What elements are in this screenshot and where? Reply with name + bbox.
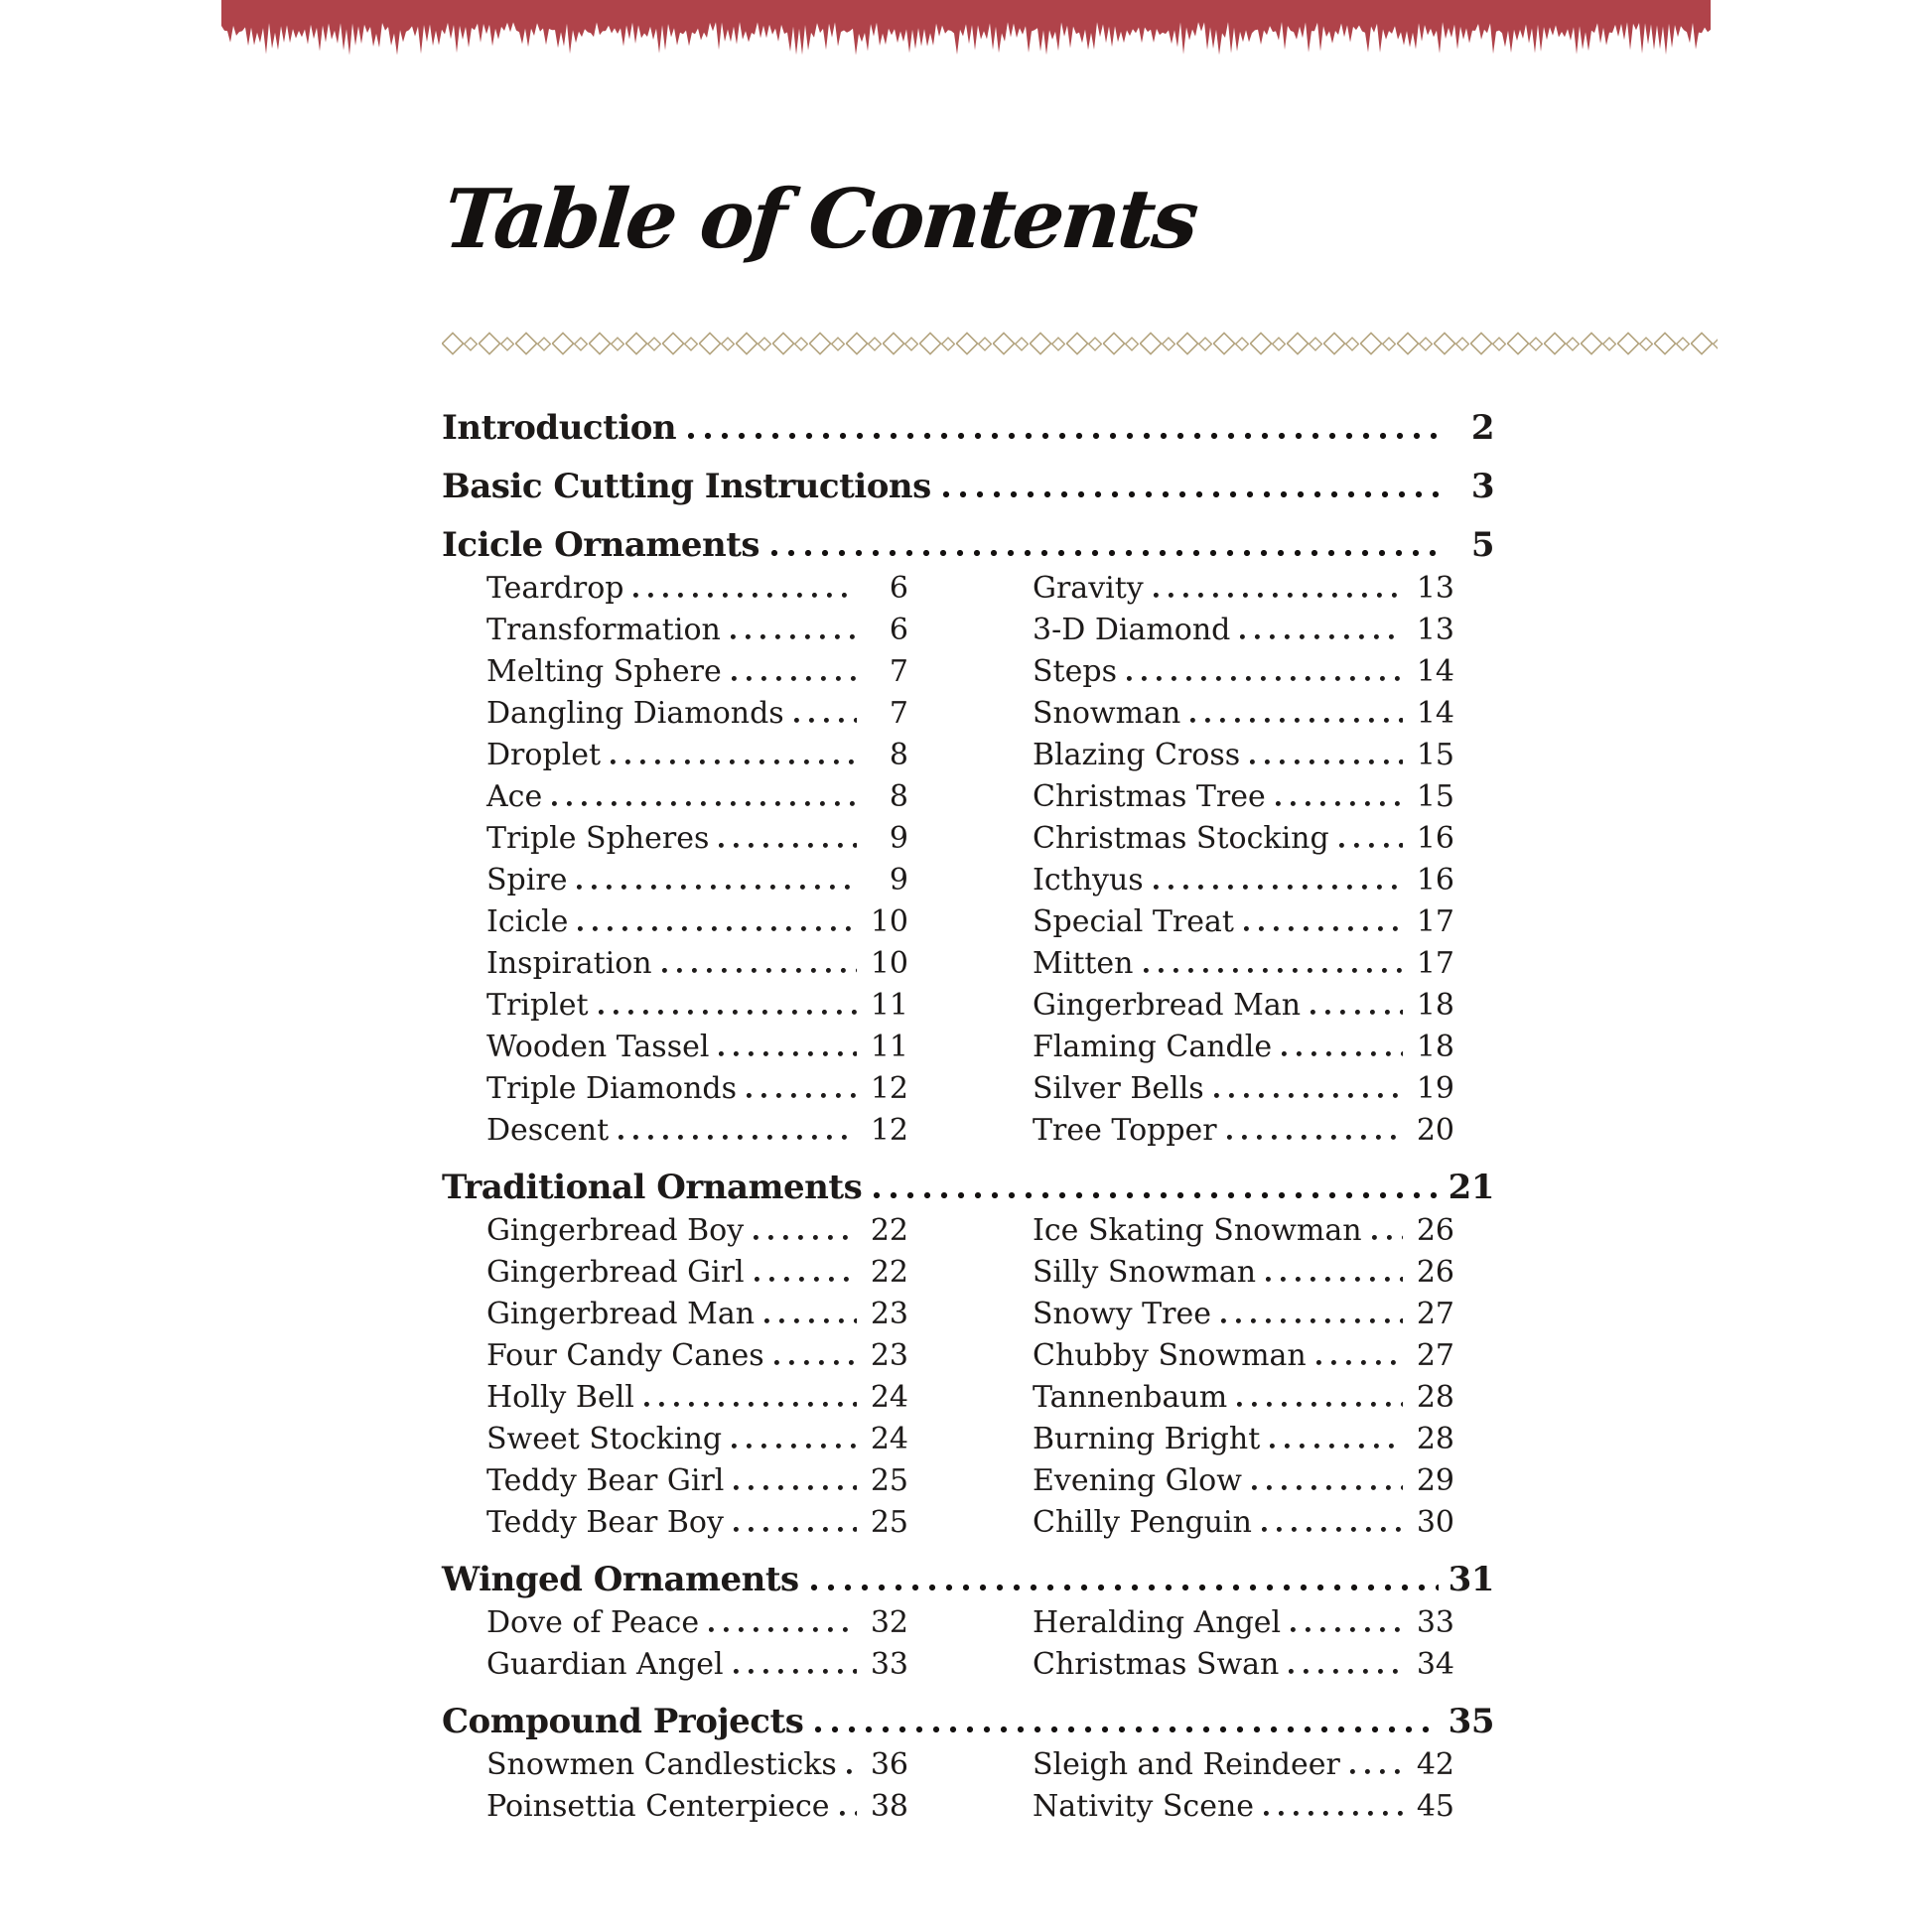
- toc-column: [1033, 1747, 1454, 1831]
- entry-page-number: 14: [1416, 696, 1454, 731]
- section-title: Introduction: [442, 408, 677, 448]
- toc-entry: [1033, 738, 1454, 779]
- dot-leader: [709, 1627, 857, 1632]
- entry-page-number: 38: [870, 1789, 908, 1824]
- toc-entry: [486, 1605, 908, 1647]
- entry-page-number: 28: [1416, 1422, 1454, 1456]
- dot-leader: [599, 1010, 857, 1015]
- entry-page-number: 9: [889, 863, 908, 897]
- dot-leader: [1266, 1277, 1403, 1282]
- entry-title: Gingerbread Girl: [486, 1255, 745, 1290]
- section-page-number: 3: [1470, 467, 1494, 506]
- entry-page-number: 32: [870, 1605, 908, 1640]
- dot-leader: [1240, 634, 1403, 639]
- entry-title: Flaming Candle: [1033, 1030, 1273, 1064]
- entry-title: Inspiration: [486, 946, 652, 981]
- toc-section: [442, 1702, 1494, 1831]
- dot-leader: [754, 1235, 857, 1240]
- entry-title: Tannenbaum: [1033, 1380, 1228, 1415]
- toc-columns: [486, 1213, 1494, 1547]
- toc-entry: [486, 1297, 908, 1338]
- toc-entry: [486, 1338, 908, 1380]
- entry-page-number: 45: [1416, 1789, 1454, 1824]
- dot-leader: [1190, 718, 1403, 723]
- entry-page-number: 24: [870, 1422, 908, 1456]
- distressed-red-banner: [221, 0, 1711, 58]
- table-of-contents: [442, 395, 1494, 1831]
- entry-page-number: 42: [1416, 1747, 1454, 1782]
- dot-leader: [1144, 968, 1404, 973]
- dot-leader: [1276, 801, 1403, 806]
- section-title: Compound Projects: [442, 1702, 804, 1741]
- toc-section: [442, 1560, 1494, 1689]
- entry-title: Holly Bell: [486, 1380, 634, 1415]
- page-title: Table of Contents: [440, 172, 1200, 267]
- entry-page-number: 17: [1416, 904, 1454, 939]
- dot-leader: [578, 926, 857, 931]
- entry-page-number: 25: [870, 1463, 908, 1498]
- toc-entry: [1033, 1380, 1454, 1422]
- entry-title: Christmas Stocking: [1033, 821, 1329, 856]
- entry-title: Icicle: [486, 904, 569, 939]
- entry-title: Sleigh and Reindeer: [1033, 1747, 1340, 1782]
- dot-leader: [943, 491, 1441, 497]
- dot-leader: [747, 1093, 857, 1098]
- entry-page-number: 10: [870, 946, 908, 981]
- toc-column: [486, 1213, 908, 1547]
- entry-title: Evening Glow: [1033, 1463, 1242, 1498]
- toc-columns: [486, 571, 1494, 1155]
- toc-entry: [486, 1747, 908, 1789]
- entry-title: Silly Snowman: [1033, 1255, 1257, 1290]
- toc-entry: [1033, 1505, 1454, 1547]
- entry-title: Descent: [486, 1113, 610, 1148]
- toc-entry: [486, 696, 908, 738]
- entry-title: Transformation: [486, 613, 721, 647]
- toc-section: [442, 525, 1494, 1155]
- entry-title: Blazing Cross: [1033, 738, 1241, 772]
- dot-leader: [794, 718, 857, 723]
- section-page-number: 35: [1448, 1702, 1494, 1741]
- entry-title: Heralding Angel: [1033, 1605, 1282, 1640]
- toc-columns: [486, 1605, 1494, 1689]
- entry-title: Spire: [486, 863, 568, 897]
- entry-page-number: 22: [870, 1213, 908, 1248]
- entry-page-number: 33: [870, 1647, 908, 1682]
- entry-page-number: 15: [1416, 779, 1454, 814]
- toc-section-heading: [442, 1702, 1494, 1747]
- toc-entry: [486, 613, 908, 654]
- dot-leader: [1282, 1051, 1403, 1056]
- toc-column: [1033, 1605, 1454, 1689]
- toc-entry: [1033, 1113, 1454, 1155]
- entry-title: Dangling Diamonds: [486, 696, 784, 731]
- dot-leader: [847, 1769, 857, 1774]
- entry-page-number: 29: [1416, 1463, 1454, 1498]
- toc-entry: [486, 1213, 908, 1255]
- entry-page-number: 8: [889, 779, 908, 814]
- dot-leader: [1227, 1135, 1403, 1140]
- toc-entry: [486, 1255, 908, 1297]
- dot-leader: [731, 634, 857, 639]
- entry-page-number: 13: [1416, 571, 1454, 606]
- dot-leader: [755, 1277, 857, 1282]
- entry-title: Tree Topper: [1033, 1113, 1217, 1148]
- toc-column: [1033, 571, 1454, 1155]
- toc-entry: [1033, 946, 1454, 988]
- dot-leader: [1264, 1811, 1403, 1816]
- dot-leader: [611, 759, 857, 764]
- dot-leader: [811, 1585, 1439, 1590]
- entry-title: Steps: [1033, 654, 1117, 689]
- entry-title: Gingerbread Boy: [486, 1213, 745, 1248]
- entry-page-number: 14: [1416, 654, 1454, 689]
- dot-leader: [732, 1444, 857, 1449]
- entry-page-number: 17: [1416, 946, 1454, 981]
- entry-title: Chubby Snowman: [1033, 1338, 1307, 1373]
- toc-entry: [1033, 654, 1454, 696]
- toc-entry: [486, 821, 908, 863]
- dot-leader: [1127, 676, 1403, 681]
- entry-title: Chilly Penguin: [1033, 1505, 1252, 1540]
- toc-section: [442, 467, 1494, 512]
- toc-entry: [1033, 904, 1454, 946]
- entry-title: Guardian Angel: [486, 1647, 724, 1682]
- entry-page-number: 23: [870, 1297, 908, 1331]
- entry-page-number: 34: [1416, 1647, 1454, 1682]
- section-title: Winged Ornaments: [442, 1560, 799, 1599]
- toc-entry: [1033, 821, 1454, 863]
- entry-page-number: 11: [870, 1030, 908, 1064]
- entry-title: Teddy Bear Girl: [486, 1463, 725, 1498]
- dot-leader: [577, 885, 857, 890]
- dot-leader: [1154, 593, 1403, 598]
- dot-leader: [662, 968, 857, 973]
- entry-title: Gingerbread Man: [486, 1297, 756, 1331]
- entry-page-number: 8: [889, 738, 908, 772]
- entry-title: Snowman: [1033, 696, 1181, 731]
- entry-page-number: 20: [1416, 1113, 1454, 1148]
- toc-section-heading: [442, 467, 1494, 512]
- toc-column: [486, 571, 908, 1155]
- toc-entry: [486, 988, 908, 1030]
- section-page-number: 2: [1470, 408, 1494, 448]
- entry-title: Christmas Tree: [1033, 779, 1266, 814]
- entry-title: Silver Bells: [1033, 1071, 1204, 1106]
- toc-entry: [486, 1113, 908, 1155]
- toc-entry: [486, 1380, 908, 1422]
- toc-entry: [486, 1789, 908, 1831]
- dot-leader: [874, 1192, 1438, 1198]
- entry-title: Triple Diamonds: [486, 1071, 737, 1106]
- entry-title: Triple Spheres: [486, 821, 710, 856]
- toc-section-heading: [442, 1560, 1494, 1605]
- toc-entry: [1033, 1071, 1454, 1113]
- entry-page-number: 7: [889, 654, 908, 689]
- dot-leader: [1262, 1527, 1403, 1532]
- dot-leader: [815, 1726, 1438, 1732]
- entry-title: Special Treat: [1033, 904, 1234, 939]
- entry-title: Ice Skating Snowman: [1033, 1213, 1362, 1248]
- entry-page-number: 19: [1416, 1071, 1454, 1106]
- dot-leader: [1221, 1318, 1403, 1323]
- toc-columns: [486, 1747, 1494, 1831]
- dot-leader: [1311, 1010, 1403, 1015]
- entry-page-number: 28: [1416, 1380, 1454, 1415]
- dot-leader: [688, 433, 1441, 439]
- toc-section: [442, 408, 1494, 454]
- entry-page-number: 6: [889, 571, 908, 606]
- entry-title: Sweet Stocking: [486, 1422, 723, 1456]
- section-page-number: 21: [1448, 1168, 1494, 1207]
- entry-page-number: 27: [1416, 1338, 1454, 1373]
- entry-page-number: 30: [1416, 1505, 1454, 1540]
- toc-section-heading: [442, 408, 1494, 454]
- entry-page-number: 18: [1416, 988, 1454, 1023]
- toc-entry: [1033, 1789, 1454, 1831]
- dot-leader: [1154, 885, 1403, 890]
- dot-leader: [1339, 843, 1403, 848]
- entry-page-number: 24: [870, 1380, 908, 1415]
- dot-leader: [732, 676, 857, 681]
- toc-entry: [1033, 1255, 1454, 1297]
- entry-page-number: 10: [870, 904, 908, 939]
- entry-page-number: 13: [1416, 613, 1454, 647]
- entry-page-number: 12: [870, 1113, 908, 1148]
- dot-leader: [719, 1051, 857, 1056]
- dot-leader: [1252, 1485, 1403, 1490]
- entry-page-number: 11: [870, 988, 908, 1023]
- entry-title: Christmas Swan: [1033, 1647, 1280, 1682]
- entry-title: Four Candy Canes: [486, 1338, 764, 1373]
- toc-entry: [1033, 1747, 1454, 1789]
- toc-entry: [1033, 1647, 1454, 1689]
- toc-section: [442, 1168, 1494, 1547]
- toc-entry: [486, 863, 908, 904]
- entry-title: Mitten: [1033, 946, 1134, 981]
- toc-entry: [1033, 571, 1454, 613]
- toc-entry: [1033, 1338, 1454, 1380]
- dot-leader: [734, 1527, 857, 1532]
- dot-leader: [644, 1402, 857, 1407]
- diamond-chain-divider: [442, 332, 1718, 355]
- dot-leader: [1250, 759, 1403, 764]
- dot-leader: [1289, 1669, 1403, 1674]
- entry-page-number: 15: [1416, 738, 1454, 772]
- toc-entry: [486, 738, 908, 779]
- toc-entry: [1033, 1213, 1454, 1255]
- entry-title: 3-D Diamond: [1033, 613, 1231, 647]
- toc-entry: [486, 779, 908, 821]
- entry-title: Ace: [486, 779, 543, 814]
- toc-column: [486, 1747, 908, 1831]
- toc-entry: [486, 1463, 908, 1505]
- toc-section-heading: [442, 525, 1494, 571]
- dot-leader: [719, 843, 857, 848]
- entry-title: Droplet: [486, 738, 602, 772]
- dot-leader: [771, 550, 1441, 556]
- toc-entry: [486, 1030, 908, 1071]
- dot-leader: [764, 1318, 857, 1323]
- toc-entry: [1033, 863, 1454, 904]
- entry-page-number: 16: [1416, 821, 1454, 856]
- entry-page-number: 23: [870, 1338, 908, 1373]
- entry-page-number: 16: [1416, 863, 1454, 897]
- dot-leader: [619, 1135, 857, 1140]
- dot-leader: [1270, 1444, 1403, 1449]
- toc-entry: [1033, 696, 1454, 738]
- dot-leader: [1237, 1402, 1403, 1407]
- dot-leader: [1350, 1769, 1403, 1774]
- toc-entry: [1033, 1030, 1454, 1071]
- toc-entry: [1033, 1297, 1454, 1338]
- toc-entry: [1033, 988, 1454, 1030]
- toc-column: [486, 1605, 908, 1689]
- toc-entry: [486, 1422, 908, 1463]
- toc-entry: [1033, 1605, 1454, 1647]
- entry-page-number: 36: [870, 1747, 908, 1782]
- entry-title: Wooden Tassel: [486, 1030, 710, 1064]
- toc-entry: [1033, 1422, 1454, 1463]
- entry-title: Burning Bright: [1033, 1422, 1261, 1456]
- dot-leader: [1214, 1093, 1403, 1098]
- entry-title: Triplet: [486, 988, 589, 1023]
- dot-leader: [1244, 926, 1403, 931]
- toc-entry: [1033, 613, 1454, 654]
- toc-entry: [486, 946, 908, 988]
- dot-leader: [552, 801, 857, 806]
- entry-title: Snowy Tree: [1033, 1297, 1211, 1331]
- dot-leader: [1291, 1627, 1403, 1632]
- dot-leader: [774, 1360, 857, 1365]
- dot-leader: [1316, 1360, 1403, 1365]
- section-page-number: 31: [1448, 1560, 1494, 1599]
- entry-title: Dove of Peace: [486, 1605, 700, 1640]
- toc-column: [1033, 1213, 1454, 1547]
- toc-section-heading: [442, 1168, 1494, 1213]
- entry-title: Melting Sphere: [486, 654, 722, 689]
- toc-entry: [486, 1071, 908, 1113]
- entry-page-number: 26: [1416, 1213, 1454, 1248]
- entry-title: Nativity Scene: [1033, 1789, 1255, 1824]
- section-title: Traditional Ornaments: [442, 1168, 863, 1207]
- entry-title: Gingerbread Man: [1033, 988, 1302, 1023]
- dot-leader: [840, 1811, 857, 1816]
- entry-title: Icthyus: [1033, 863, 1144, 897]
- toc-entry: [486, 1505, 908, 1547]
- toc-entry: [1033, 1463, 1454, 1505]
- entry-page-number: 25: [870, 1505, 908, 1540]
- dot-leader: [1372, 1235, 1403, 1240]
- entry-page-number: 6: [889, 613, 908, 647]
- entry-title: Teddy Bear Boy: [486, 1505, 724, 1540]
- entry-page-number: 12: [870, 1071, 908, 1106]
- dot-leader: [633, 593, 857, 598]
- entry-page-number: 18: [1416, 1030, 1454, 1064]
- section-title: Icicle Ornaments: [442, 525, 760, 565]
- entry-page-number: 27: [1416, 1297, 1454, 1331]
- toc-entry: [486, 1647, 908, 1689]
- toc-entry: [486, 904, 908, 946]
- entry-page-number: 26: [1416, 1255, 1454, 1290]
- entry-title: Teardrop: [486, 571, 624, 606]
- toc-entry: [1033, 779, 1454, 821]
- entry-title: Poinsettia Centerpiece: [486, 1789, 830, 1824]
- entry-page-number: 33: [1416, 1605, 1454, 1640]
- toc-entry: [486, 654, 908, 696]
- section-title: Basic Cutting Instructions: [442, 467, 931, 506]
- dot-leader: [734, 1669, 857, 1674]
- section-page-number: 5: [1470, 525, 1494, 565]
- toc-entry: [486, 571, 908, 613]
- entry-title: Snowmen Candlesticks: [486, 1747, 837, 1782]
- entry-page-number: 22: [870, 1255, 908, 1290]
- entry-title: Gravity: [1033, 571, 1144, 606]
- entry-page-number: 9: [889, 821, 908, 856]
- dot-leader: [734, 1485, 857, 1490]
- entry-page-number: 7: [889, 696, 908, 731]
